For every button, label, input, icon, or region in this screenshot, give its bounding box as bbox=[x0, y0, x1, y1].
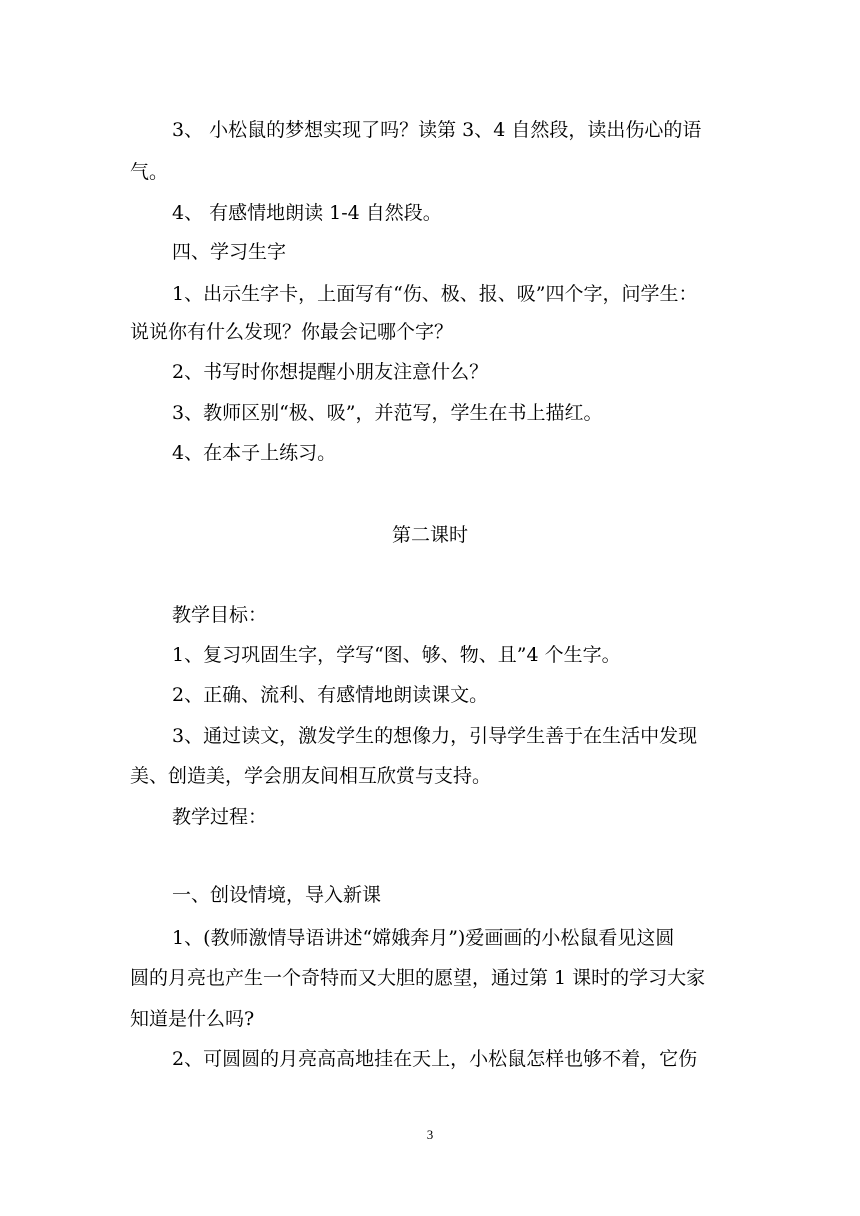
text-line: 2、正确、流利、有感情地朗读课文。 bbox=[172, 684, 489, 706]
text-line: 3、 小松鼠的梦想实现了吗？读第 3、4 自然段，读出伤心的语 bbox=[172, 119, 702, 141]
text-line: 3、教师区别“极、吸”，并范写，学生在书上描红。 bbox=[172, 402, 603, 424]
text-line: 1、出示生字卡，上面写有“伤、极、报、吸”四个字，问学生： bbox=[172, 283, 698, 305]
page-number: 3 bbox=[426, 1127, 434, 1142]
lesson-title: 第二课时 bbox=[391, 524, 468, 546]
text-line: 说说你有什么发现？你最会记哪个字？ bbox=[130, 321, 454, 343]
text-line: 1、复习巩固生字，学写“图、够、物、且”4 个生字。 bbox=[172, 644, 621, 666]
text-line: 气。 bbox=[130, 161, 169, 183]
text-line: 1、(教师激情导语讲述“嫦娥奔月”)爱画画的小松鼠看见这圆 bbox=[172, 927, 675, 949]
text-line: 4、 有感情地朗读 1-4 自然段。 bbox=[172, 202, 442, 224]
text-line: 2、可圆圆的月亮高高地挂在天上，小松鼠怎样也够不着，它伤 bbox=[172, 1048, 698, 1070]
text-line: 2、书写时你想提醒小朋友注意什么？ bbox=[172, 361, 489, 383]
text-line: 知道是什么吗? bbox=[130, 1008, 255, 1030]
section-heading: 一、创设情境，导入新课 bbox=[172, 884, 382, 906]
text-line: 美、创造美，学会朋友间相互欣赏与支持。 bbox=[130, 765, 492, 787]
section-heading: 四、学习生字 bbox=[172, 241, 287, 263]
text-line: 圆的月亮也产生一个奇特而又大胆的愿望，通过第 1 课时的学习大家 bbox=[130, 967, 706, 989]
text-line: 4、在本子上练习。 bbox=[172, 442, 337, 464]
text-line: 3、通过读文，激发学生的想像力，引导学生善于在生活中发现 bbox=[172, 725, 698, 747]
section-heading: 教学过程： bbox=[172, 806, 268, 828]
section-heading: 教学目标： bbox=[172, 604, 268, 626]
